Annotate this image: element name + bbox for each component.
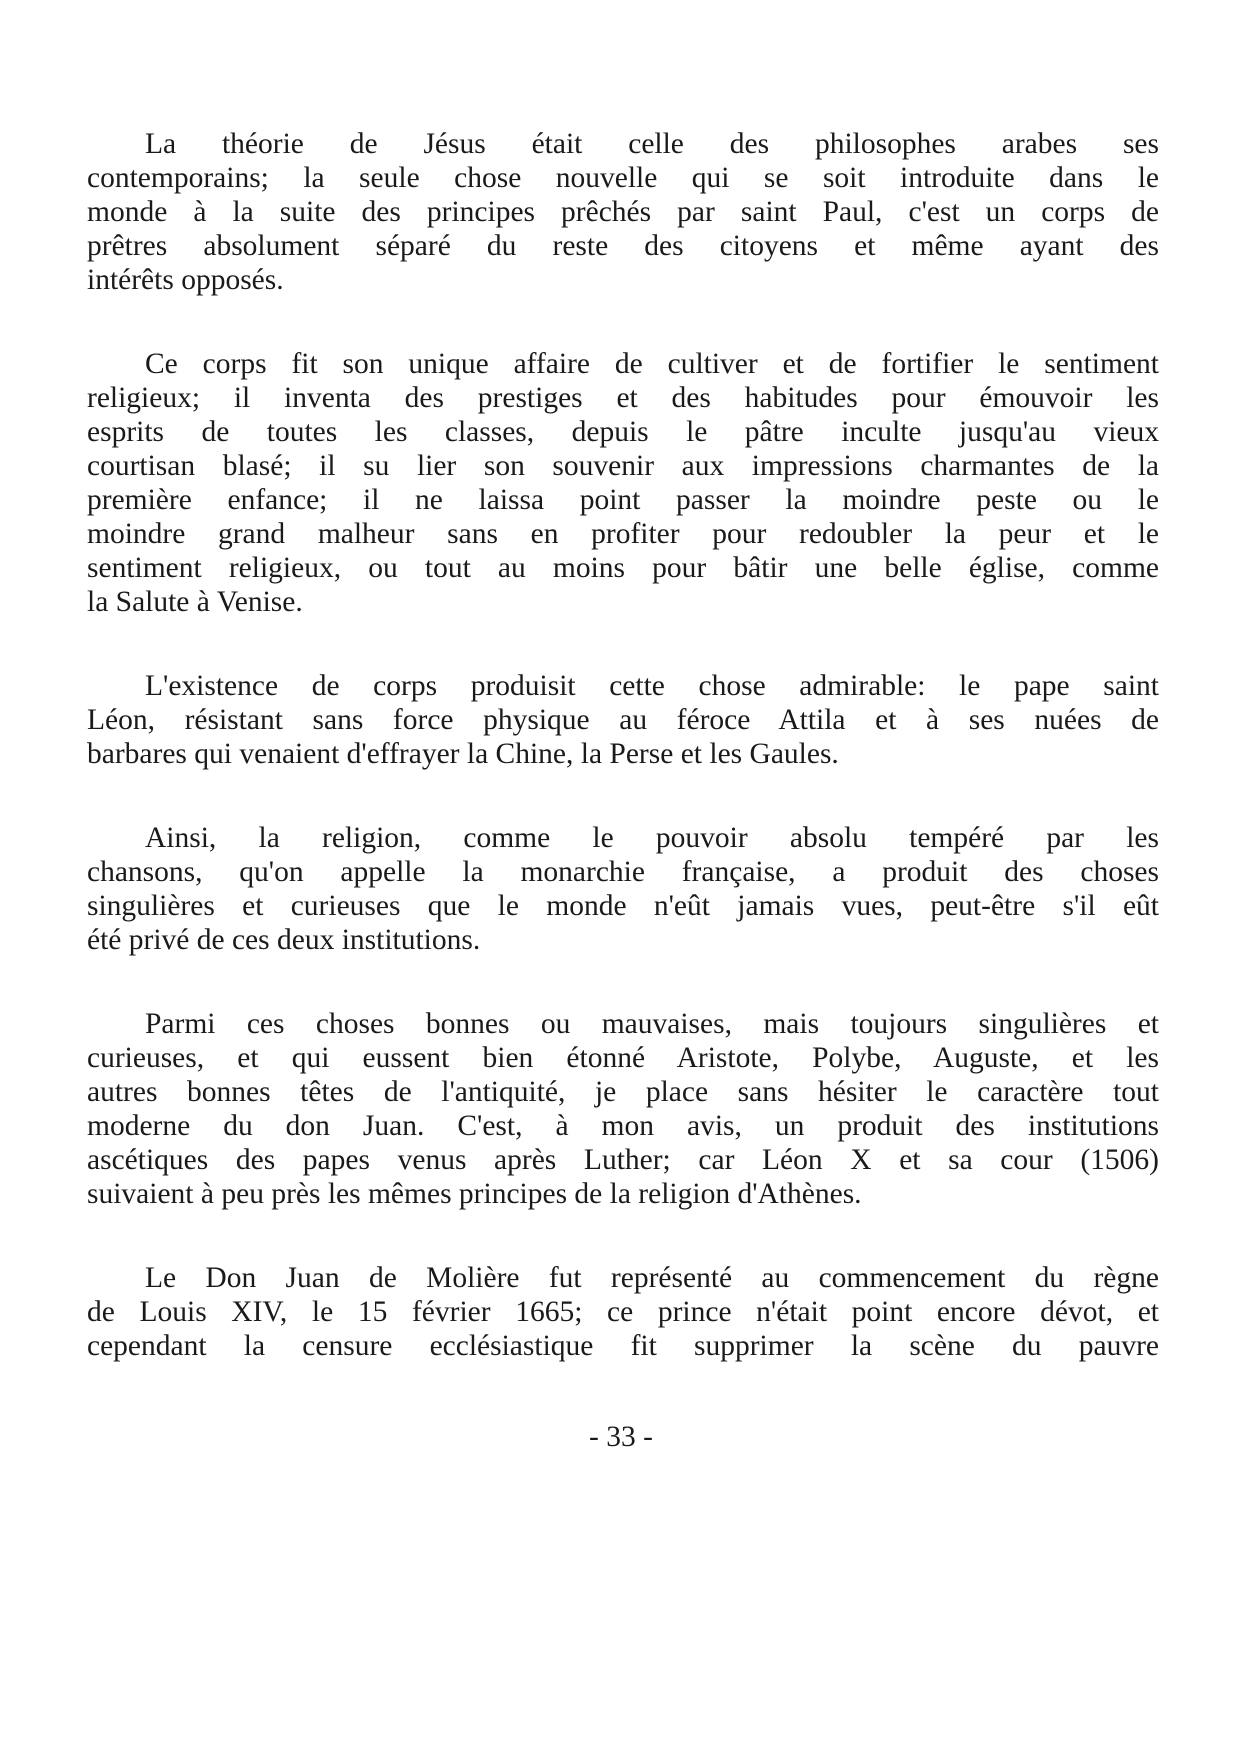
text-line: Parmi ces choses bonnes ou mauvaises, mais toujours singulières et (145, 1008, 1159, 1040)
paragraph (87, 1261, 1159, 1363)
text-line: intérêts opposés. (87, 264, 284, 296)
paragraph (87, 127, 1159, 297)
text-line: monde à la suite des principes prêchés par saint Paul, c'est un corps de (87, 196, 1159, 228)
paragraph (87, 347, 1159, 619)
text-line: L'existence de corps produisit cette chose admirable: le pape saint (145, 670, 1159, 702)
text-line: autres bonnes têtes de l'antiquité, je place sans hésiter le caractère tout (87, 1076, 1159, 1108)
text-line: Ainsi, la religion, comme le pouvoir absolu tempéré par les (145, 822, 1159, 854)
text-line: moderne du don Juan. C'est, à mon avis, un produit des institutions (87, 1110, 1159, 1142)
text-line: suivaient à peu près les mêmes principes de la religion d'Athènes. (87, 1178, 862, 1210)
text-line: cependant la censure ecclésiastique fit supprimer la scène du pauvre (87, 1330, 1159, 1362)
text-line: courtisan blasé; il su lier son souvenir aux impressions charmantes de la (87, 450, 1159, 482)
paragraph (87, 821, 1159, 957)
text-line: première enfance; il ne laissa point passer la moindre peste ou le (87, 484, 1159, 516)
text-line: esprits de toutes les classes, depuis le pâtre inculte jusqu'au vieux (87, 416, 1159, 448)
text-line: Léon, résistant sans force physique au féroce Attila et à ses nuées de (87, 704, 1159, 736)
text-line: religieux; il inventa des prestiges et des habitudes pour émouvoir les (87, 382, 1159, 414)
text-line: contemporains; la seule chose nouvelle qui se soit introduite dans le (87, 162, 1159, 194)
text-line: prêtres absolument séparé du reste des citoyens et même ayant des (87, 230, 1159, 262)
text-line: été privé de ces deux institutions. (87, 924, 481, 956)
text-line: La théorie de Jésus était celle des philosophes arabes ses (145, 128, 1159, 160)
text-line: moindre grand malheur sans en profiter pour redoubler la peur et le (87, 518, 1159, 550)
text-line: ascétiques des papes venus après Luther; car Léon X et sa cour (1506) (87, 1144, 1159, 1176)
text-line: de Louis XIV, le 15 février 1665; ce prince n'était point encore dévot, et (87, 1296, 1159, 1328)
text-line: la Salute à Venise. (87, 586, 303, 618)
text-line: chansons, qu'on appelle la monarchie française, a produit des choses (87, 856, 1159, 888)
paragraph (87, 669, 1159, 771)
paragraph (87, 1007, 1159, 1211)
text-line: singulières et curieuses que le monde n'eût jamais vues, peut-être s'il eût (87, 890, 1159, 922)
text-line: barbares qui venaient d'effrayer la Chine, la Perse et les Gaules. (87, 738, 839, 770)
text-line: Ce corps fit son unique affaire de cultiver et de fortifier le sentiment (145, 348, 1159, 380)
text-line: Le Don Juan de Molière fut représenté au commencement du règne (145, 1262, 1159, 1294)
text-line: curieuses, et qui eussent bien étonné Aristote, Polybe, Auguste, et les (87, 1042, 1159, 1074)
text-line: sentiment religieux, ou tout au moins pour bâtir une belle église, comme (87, 552, 1159, 584)
page-number: - 33 - (589, 1421, 653, 1453)
